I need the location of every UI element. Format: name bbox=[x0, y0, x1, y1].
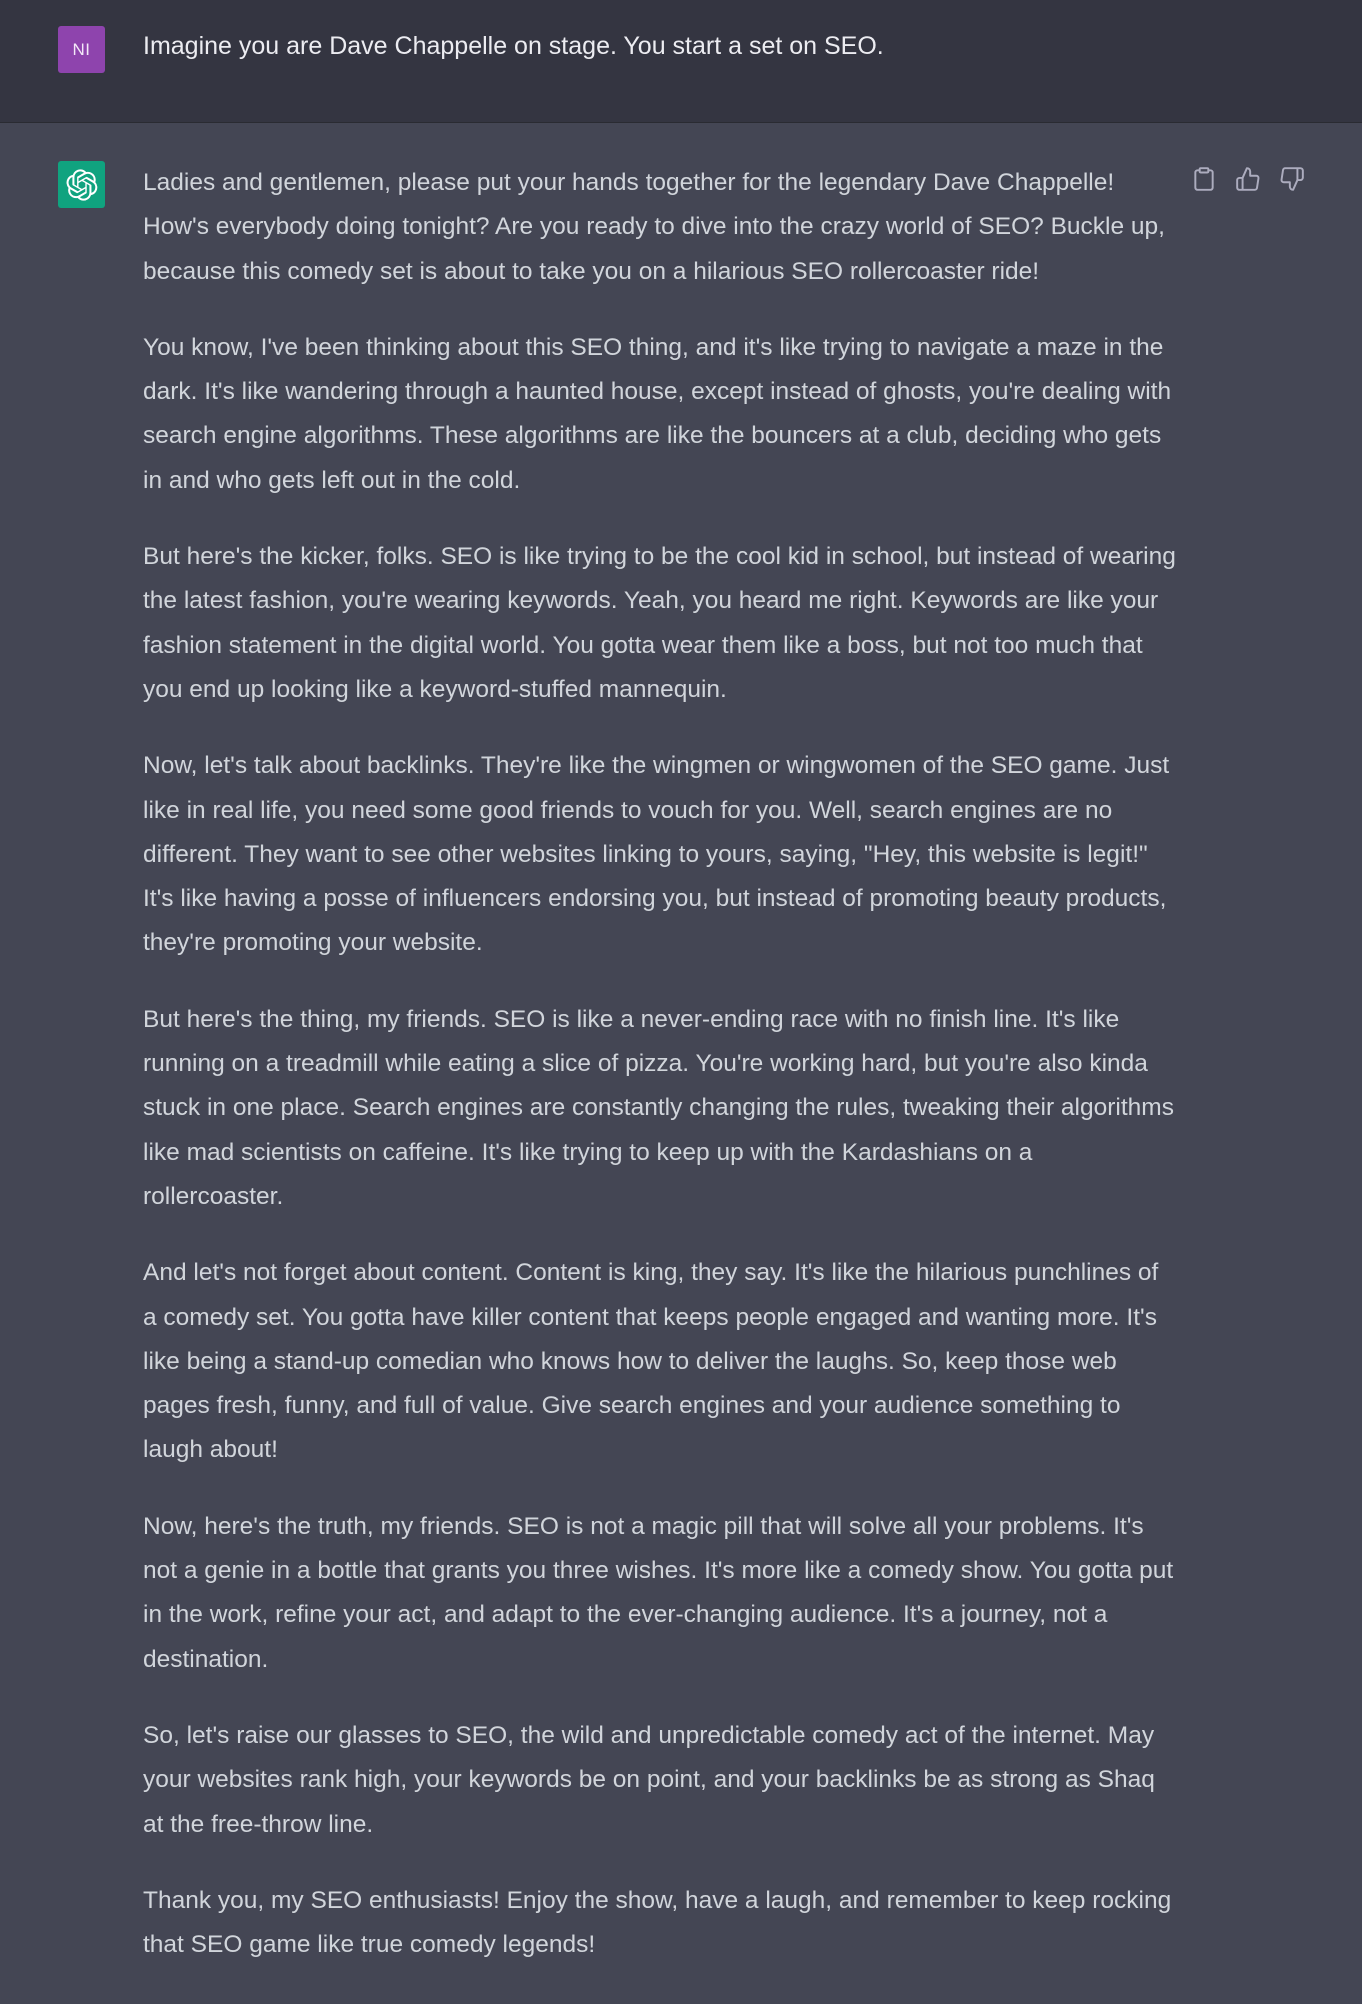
reply-paragraph: Now, here's the truth, my friends. SEO is not a magic pill that will solve all your problems. It's not a genie in a bottle that grants you three wishes. It's more like a comedy show. You gotta put in the work, refine your act, and adapt to the ever-changing audience. It's a journey, not a destination. bbox=[143, 1512, 1174, 1673]
message-actions bbox=[1190, 163, 1306, 195]
user-avatar bbox=[58, 26, 105, 73]
thumbs-up-icon bbox=[1235, 166, 1261, 192]
copy-button[interactable] bbox=[1190, 163, 1218, 195]
reply-paragraph: You know, I've been thinking about this SEO thing, and it's like trying to navigate a maze in the dark. It's like wandering through a haunted house, except instead of ghosts, you're dealing with search engine algorithms. These algorithms are like the bouncers at a club, deciding who gets in and who gets left out in the cold. bbox=[143, 333, 1172, 494]
thumbs-down-button[interactable] bbox=[1278, 163, 1306, 195]
reply-paragraph: But here's the thing, my friends. SEO is like a never-ending race with no finish line. It's like running on a treadmill while eating a slice of pizza. You're working hard, but you're also kinda stuck in one place. Search engines are constantly changing the rules, tweaking their algorithms like mad scientists on caffeine. It's like trying to keep up with the Kardashians on a rollercoaster. bbox=[143, 1005, 1174, 1210]
assistant-message-text bbox=[143, 161, 1177, 1967]
reply-paragraph: Ladies and gentlemen, please put your hands together for the legendary Dave Chappelle! How's everybody doing tonight? Are you ready to dive into the crazy world of SEO? Buckle up, because this comedy set is about to take you on a hilarious SEO rollercoaster ride! bbox=[143, 169, 1165, 285]
clipboard-icon bbox=[1191, 166, 1217, 192]
reply-paragraph: And let's not forget about content. Content is king, they say. It's like the hilarious punchlines of a comedy set. You gotta have killer content that keeps people engaged and wanting more. It's like being a stand-up comedian who knows how to deliver the laughs. So, keep those web pages fresh, funny, and full of value. Give search engines and your audience something to laugh about! bbox=[143, 1259, 1159, 1464]
reply-paragraph: But here's the kicker, folks. SEO is like trying to be the cool kid in school, but instead of wearing the latest fashion, you're wearing keywords. Yeah, you heard me right. Keywords are like your fashion statement in the digital world. You gotta wear them like a boss, but not too much that you end up looking like a keyword-stuffed mannequin. bbox=[143, 543, 1176, 703]
assistant-avatar bbox=[58, 161, 105, 208]
reply-paragraph: So, let's raise our glasses to SEO, the wild and unpredictable comedy act of the internet. May your websites rank high, your keywords be on point, and your backlinks be as strong as Shaq at the free-throw line. bbox=[143, 1721, 1155, 1838]
user-message-text: Imagine you are Dave Chappelle on stage. You start a set on SEO. bbox=[143, 32, 884, 60]
openai-logo-icon bbox=[66, 169, 98, 201]
user-avatar-initials: NI bbox=[72, 39, 91, 59]
user-message-row bbox=[0, 0, 1362, 123]
thumbs-down-icon bbox=[1279, 166, 1305, 192]
thumbs-up-button[interactable] bbox=[1234, 163, 1262, 195]
reply-paragraph: Thank you, my SEO enthusiasts! Enjoy the show, have a laugh, and remember to keep rocking that SEO game like true comedy legends! bbox=[143, 1886, 1172, 1959]
assistant-message-row bbox=[0, 123, 1362, 2004]
reply-paragraph: Now, let's talk about backlinks. They're like the wingmen or wingwomen of the SEO game. Just like in real life, you need some good friends to vouch for you. Well, search engines are no different. They want to see other websites linking to yours, saying, "Hey, this website is legit!" It's like having a posse of influencers endorsing you, but instead of promoting beauty products, they're promoting your website. bbox=[143, 752, 1170, 957]
